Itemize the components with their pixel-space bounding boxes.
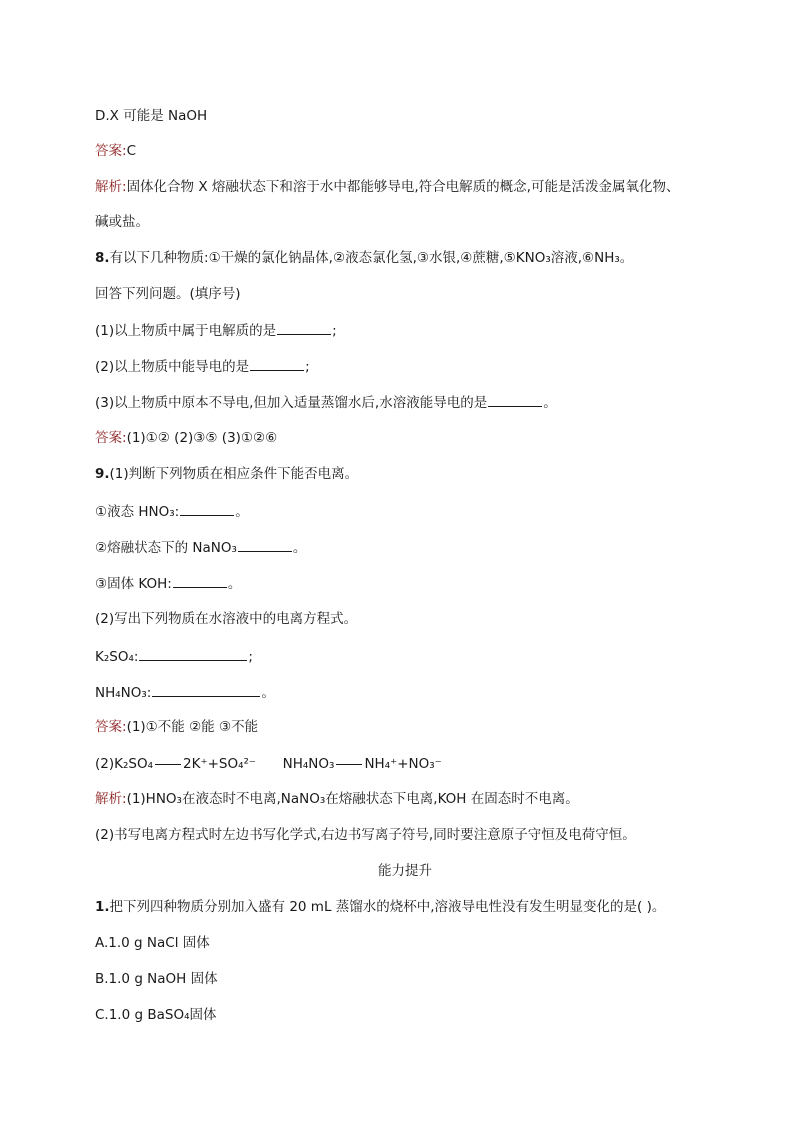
part-end: 。 (235, 504, 249, 520)
part-text: ①液态 HNO₃: (95, 504, 180, 520)
answer-value: C (126, 143, 136, 159)
analysis-text: 碱或盐。 (95, 214, 149, 230)
question-number: 9. (95, 466, 110, 482)
analysis-9-line2 (95, 826, 636, 844)
part-end: 。 (543, 395, 557, 411)
answer-9-equations (95, 755, 442, 773)
question-number: 8. (95, 250, 110, 266)
part-text: (1)以上物质中属于电解质的是 (95, 323, 277, 339)
analysis-7-line1 (95, 178, 679, 196)
part-end: 。 (227, 576, 242, 592)
instruction-text: 回答下列问题。(填序号) (95, 286, 241, 302)
question-9-nh4no3 (95, 683, 275, 702)
part-end: 。 (261, 685, 275, 701)
option-b (95, 970, 218, 988)
analysis-text: (2)书写电离方程式时左边书写化学式,右边书写离子符号,同时要注意原子守恒及电荷守恒。 (95, 827, 636, 843)
equation-k2so4-ion: O₄²⁻ (227, 756, 257, 772)
equation-nh4no3-left: NH₄NO₃ (282, 756, 335, 772)
question-8-part1 (95, 321, 337, 340)
answer-9 (95, 718, 258, 736)
question-8-part2 (95, 357, 310, 376)
answer-8 (95, 429, 277, 447)
question-8-instruction (95, 285, 241, 303)
part-end: ; (332, 323, 337, 339)
answer-blank (152, 683, 260, 697)
equation-nh4no3-ion2: +NO₃⁻ (397, 756, 442, 772)
option-text: A.1.0 g NaCl 固体 (95, 935, 210, 951)
question-9-a (95, 502, 249, 521)
answer-value: (1)①② (2)③⑤ (3)①②⑥ (126, 430, 278, 446)
part-text: (3)以上物质中原本不导电,但加入适量蒸馏水后,水溶液能导电的是 (95, 395, 488, 411)
part-text: ③固体 KOH: (95, 576, 172, 592)
answer-blank (250, 357, 304, 371)
section-title-text: 能力提升 (378, 863, 432, 879)
answer-label: 答案: (95, 143, 127, 159)
question-9-c (95, 574, 241, 593)
answer-blank (173, 574, 227, 588)
equation-k2so4-right: 2K⁺+S (183, 756, 228, 772)
part-text: (2)写出下列物质在水溶液中的电离方程式。 (95, 611, 358, 627)
option-a (95, 934, 210, 952)
question-text: 有以下几种物质:①干燥的氯化钠晶体,②液态氯化氢,③水银,④蔗糖,⑤KNO₃溶液,⑥NH₃。 (109, 250, 634, 266)
equation-nh4no3-ion1: NH₄⁺ (364, 756, 398, 772)
option-c (95, 1006, 216, 1024)
part-end: ; (248, 649, 253, 665)
equation-sign (155, 764, 181, 765)
question-9 (95, 465, 358, 483)
answer-blank (277, 321, 331, 335)
question-text: 把下列四种物质分别加入盛有 20 mL 蒸馏水的烧杯中,溶液导电性没有发生明显变化的是( )。 (109, 899, 666, 915)
analysis-label: 解析: (95, 179, 127, 195)
formula-label: NH₄NO₃: (95, 685, 152, 701)
formula-label: K₂SO₄: (95, 649, 139, 665)
answer-blank (139, 647, 247, 661)
part-text: ②熔融状态下的 NaNO₃ (95, 540, 237, 556)
part-end: 。 (292, 540, 307, 556)
answer-label: 答案: (95, 719, 127, 735)
question-9-b (95, 538, 306, 557)
option-text: B.1.0 g NaOH 固体 (95, 971, 218, 987)
analysis-7-line2 (95, 213, 149, 231)
answer-blank (488, 393, 542, 407)
part-end: ; (305, 359, 310, 375)
analysis-text: (1)HNO₃在液态时不电离,NaNO₃在熔融状态下电离,KOH 在固态时不电离。 (126, 791, 579, 807)
equation-k2so4-left: (2)K₂SO₄ (95, 756, 153, 772)
question-8 (95, 249, 633, 267)
analysis-9-line1 (95, 790, 579, 808)
question-9-part2 (95, 610, 357, 628)
equation-sign (336, 764, 362, 765)
practice-question-1 (95, 898, 665, 916)
analysis-text: 固体化合物 X 熔融状态下和溶于水中都能够导电,符合电解质的概念,可能是活泼金属氧化物、 (126, 179, 680, 195)
question-9-k2so4 (95, 647, 253, 666)
section-title (95, 862, 715, 880)
answer-label: 答案: (95, 430, 127, 446)
answer-blank (238, 538, 292, 552)
option-d-text: D.X 可能是 NaOH (95, 108, 208, 124)
question-number: 1. (95, 899, 110, 915)
option-text: C.1.0 g BaSO₄固体 (95, 1007, 217, 1023)
answer-blank (180, 502, 234, 516)
answer-value: (1)①不能 ②能 ③不能 (126, 719, 259, 735)
question-8-part3 (95, 393, 557, 412)
answer-7 (95, 142, 136, 160)
analysis-label: 解析: (95, 791, 127, 807)
option-d (95, 107, 207, 125)
part-text: (2)以上物质中能导电的是 (95, 359, 250, 375)
question-text: (1)判断下列物质在相应条件下能否电离。 (109, 466, 359, 482)
